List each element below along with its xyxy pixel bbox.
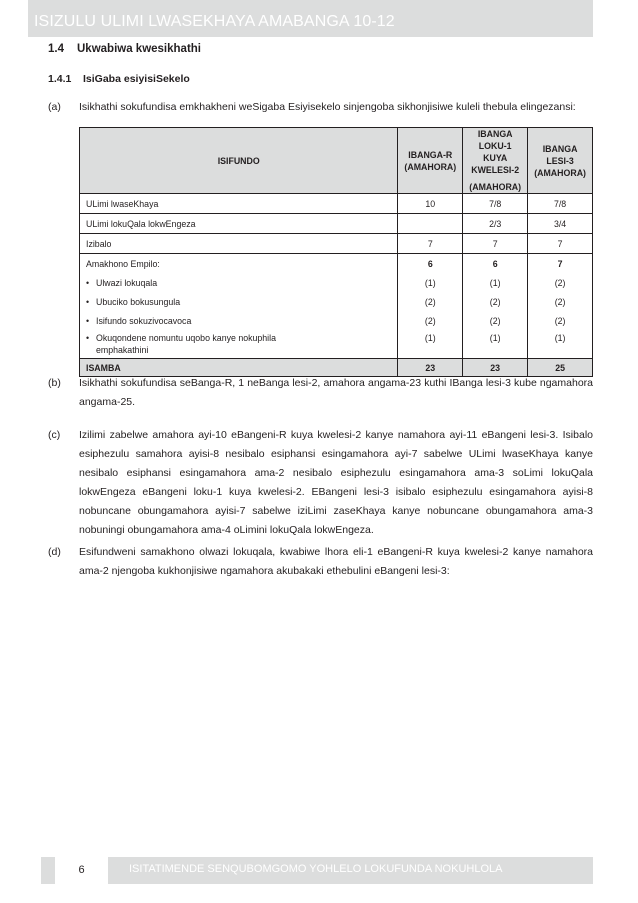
bullet: • bbox=[86, 315, 90, 326]
table-row-subitem bbox=[80, 292, 593, 311]
section-heading bbox=[48, 43, 201, 55]
table-row-subitem bbox=[80, 330, 593, 359]
table-row-subitem bbox=[80, 311, 593, 330]
cell-grade-3: (1) bbox=[528, 330, 593, 359]
cell-grade-1-2: 7/8 bbox=[463, 194, 528, 214]
cell-subject bbox=[80, 292, 398, 311]
header-grade-1-2-unit: (AMAHORA) bbox=[469, 182, 522, 192]
cell-grade-3: (2) bbox=[528, 292, 593, 311]
subitem-label-continued: emphakathini bbox=[96, 345, 149, 355]
cell-grade-3: 7 bbox=[528, 254, 593, 274]
paragraph-label: (a) bbox=[48, 101, 61, 113]
cell-grade-r: 10 bbox=[398, 194, 463, 214]
paragraph-label: (c) bbox=[48, 429, 61, 441]
subitem-label: Ulwazi lokuqala bbox=[96, 277, 158, 288]
table-row bbox=[80, 194, 593, 214]
cell-grade-1-2: (2) bbox=[463, 311, 528, 330]
bullet: • bbox=[86, 296, 90, 307]
subsection-number: 1.4.1 bbox=[48, 73, 72, 85]
cell-grade-r: 6 bbox=[398, 254, 463, 274]
paragraph-label: (b) bbox=[48, 377, 61, 389]
cell-grade-1-2: (1) bbox=[463, 273, 528, 292]
section-number: 1.4 bbox=[48, 43, 64, 55]
cell-grade-3: 25 bbox=[528, 359, 593, 377]
paragraph-text: Isikhathi sokufundisa emkhakheni weSigaba Esiyisekelo sinjengoba sikhonjisiwe kuleli thebula elingezansi: bbox=[79, 101, 576, 113]
cell-grade-1-2: (2) bbox=[463, 292, 528, 311]
running-header: ISIZULU ULIMI LWASEKHAYA AMABANGA 10-12 bbox=[34, 13, 395, 30]
cell-grade-1-2: (1) bbox=[463, 330, 528, 359]
paragraph-c bbox=[48, 426, 593, 540]
cell-grade-1-2: 6 bbox=[463, 254, 528, 274]
subsection-heading bbox=[48, 73, 190, 85]
cell-grade-3: 7/8 bbox=[528, 194, 593, 214]
cell-grade-r: 23 bbox=[398, 359, 463, 377]
cell-grade-r: (1) bbox=[398, 330, 463, 359]
cell-grade-3: (2) bbox=[528, 311, 593, 330]
paragraph-text: Isikhathi sokufundisa seBanga-R, 1 neBanga lesi-2, amahora angama-23 kuthi IBanga lesi-3 kube ngamahora angama-25. bbox=[79, 377, 593, 408]
bullet: • bbox=[86, 333, 90, 343]
cell-grade-1-2: 2/3 bbox=[463, 214, 528, 234]
time-allocation-table bbox=[79, 127, 593, 377]
header-grade-3: IBANGA LESI-3 (AMAHORA) bbox=[528, 128, 593, 194]
cell-grade-3: 3/4 bbox=[528, 214, 593, 234]
bullet: • bbox=[86, 277, 90, 288]
page-number: 6 bbox=[55, 857, 108, 884]
table-header-row bbox=[80, 128, 593, 194]
cell-subject bbox=[80, 311, 398, 330]
paragraph-b bbox=[48, 374, 593, 412]
subitem-label: Isifundo sokuzivocavoca bbox=[96, 315, 192, 326]
table-row bbox=[80, 214, 593, 234]
cell-subject: Izibalo bbox=[80, 234, 398, 254]
paragraph-text: Esifundweni samakhono olwazi lokuqala, kwabiwe lhora eli-1 eBangeni-R kuya kwelesi-2 kanye namahora ama-2 njengoba kukhonjisiwe ngamahora akubakaki ethebulini eBangeni lesi-3: bbox=[79, 546, 593, 577]
subsection-title: IsiGaba esiyisiSekelo bbox=[83, 73, 190, 85]
cell-grade-1-2: 7 bbox=[463, 234, 528, 254]
subitem-label: Ubuciko bokusungula bbox=[96, 296, 181, 307]
table-row-life-skills bbox=[80, 254, 593, 274]
cell-grade-r: (2) bbox=[398, 292, 463, 311]
cell-grade-1-2: 23 bbox=[463, 359, 528, 377]
header-grade-1-2 bbox=[463, 128, 528, 194]
cell-subject bbox=[80, 273, 398, 292]
subitem-label: Okuqondene nomuntu uqobo kanye nokuphila bbox=[96, 333, 276, 343]
cell-grade-r: 7 bbox=[398, 234, 463, 254]
table-row bbox=[80, 234, 593, 254]
cell-subject: Amakhono Empilo: bbox=[80, 254, 398, 274]
cell-grade-3: 7 bbox=[528, 234, 593, 254]
footer-title: ISITATIMENDE SENQUBOMGOMO YOHLELO LOKUFUNDA NOKUHLOLA bbox=[129, 863, 503, 875]
cell-grade-r: (2) bbox=[398, 311, 463, 330]
paragraph-label: (d) bbox=[48, 546, 61, 558]
cell-total-label: ISAMBA bbox=[80, 359, 398, 377]
cell-grade-3: (2) bbox=[528, 273, 593, 292]
header-grade-1-2-label: IBANGA LOKU-1 KUYA KWELESI-2 bbox=[471, 129, 520, 175]
paragraph-d bbox=[48, 543, 593, 581]
cell-subject: ULimi lokuQala lokwEngeza bbox=[80, 214, 398, 234]
cell-subject: ULimi lwaseKhaya bbox=[80, 194, 398, 214]
section-title: Ukwabiwa kwesikhathi bbox=[77, 43, 201, 55]
cell-grade-r: (1) bbox=[398, 273, 463, 292]
header-subject: ISIFUNDO bbox=[80, 128, 398, 194]
header-grade-r: IBANGA-R (AMAHORA) bbox=[398, 128, 463, 194]
paragraph-text: Izilimi zabelwe amahora ayi-10 eBangeni-R kuya kwelesi-2 kanye namahora ayi-11 eBangeni lesi-3. Isibalo esiphezulu samahora ayisi-8 nesibalo esiphansi esingamahora ayi-7 sabelwe ULimi lwaseKhaya kanye nesibalo esiphansi esingamahora ama-2 nesibalo esiphezulu esingamahora ama-3 soLimi lokuQala lokwEngeza eBangeni loku-1 kuya kwelesi-2. EBangeni lesi-3 isibalo esiphezulu esingamahora ayisi-8 nobuncane obungamahora ayisi-7 sabelwe iziLimi zaseKhaya kanye nobuncane obungamahora ama-3 nobuningi obungamahora ama-4 oLimini lokuQala lokwEngeza. bbox=[79, 429, 593, 536]
cell-grade-r bbox=[398, 214, 463, 234]
cell-subject bbox=[80, 330, 398, 359]
paragraph-a bbox=[48, 98, 593, 117]
table-row-subitem bbox=[80, 273, 593, 292]
